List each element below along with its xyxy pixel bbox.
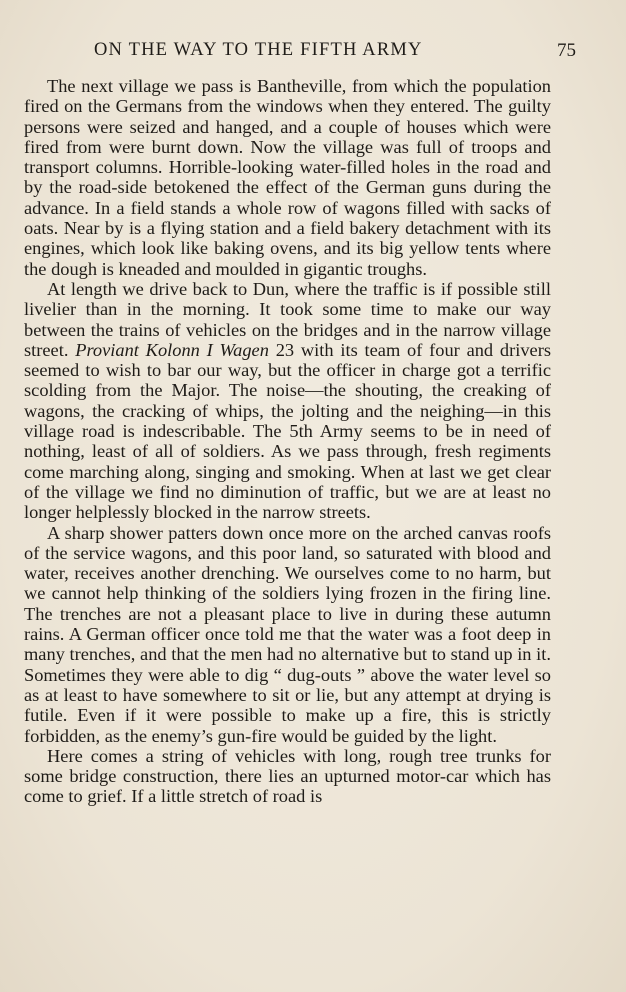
paragraph-vehicles: Here comes a string of vehicles with long, rough tree trunks for some bridge construction, there lies an upturned motor-car which has come to grief. If a little stretch of road is	[24, 745, 551, 807]
paragraph-bantheville: The next village we pass is Bantheville, from which the population fired on the Germans from the windows when they entered. The guilty persons were seized and hanged, and a couple of houses which were fired from were burnt down. Now the village was full of troops and transport columns. Horrible-looking water-filled holes in the road and by the road-side betokened the effect of the German guns during the advance. In a field stands a whole row of wagons filled with sacks of oats. Near by is a flying station and a field bakery detachment with its engines, which look like baking ovens, and its big yellow tents where the dough is kneaded and moulded in gigantic troughs.	[24, 76, 551, 279]
running-title: ON THE WAY TO THE FIFTH ARMY	[94, 40, 423, 60]
page-number: 75	[557, 40, 576, 61]
paragraph-shower: A sharp shower patters down once more on the arched canvas roofs of the service wagons, and this poor land, so saturated with blood and water, receives another drenching. We ourselves come to no harm, but we cannot help thinking of the soldiers lying frozen in the firing line. The trenches are not a pleasant place to live in during these autumn rains. A German officer once told me that the water was a foot deep in many trenches, and that the men had no alternative but to stand up in it. Sometimes they were able to dig “ dug-outs ” above the water level so as at least to have somewhere to sit or lie, but any attempt at drying is futile. Even if it were possible to make up a fire, this is strictly forbidden, as the enemy’s gun-fire would be guided by the light.	[24, 522, 551, 746]
body-text	[24, 76, 551, 807]
paragraph-dun	[24, 279, 551, 523]
paragraph-dun-text-start: At length we drive back to Dun, where the traffic is if possible still livelier than in the morning. It took some time to make our way between the trains of vehicles on the bridges and in the narrow village street.	[24, 278, 551, 360]
running-head	[24, 40, 596, 66]
italic-unit-name: Proviant Kolonn I Wagen	[75, 339, 269, 360]
paragraph-dun-text-end: 23 with its team of four and drivers seemed to wish to bar our way, but the officer in charge got a terrific scolding from the Major. The noise—the shouting, the creaking of wagons, the cracking of whips, the jolting and the neighing—in this village road is indescribable. The 5th Army seems to be in need of nothing, least of all of soldiers. As we pass through, fresh regiments come marching along, singing and smoking. When at last we get clear of the village we find no diminution of traffic, but we are at least no longer helplessly blocked in the narrow streets.	[24, 339, 551, 523]
